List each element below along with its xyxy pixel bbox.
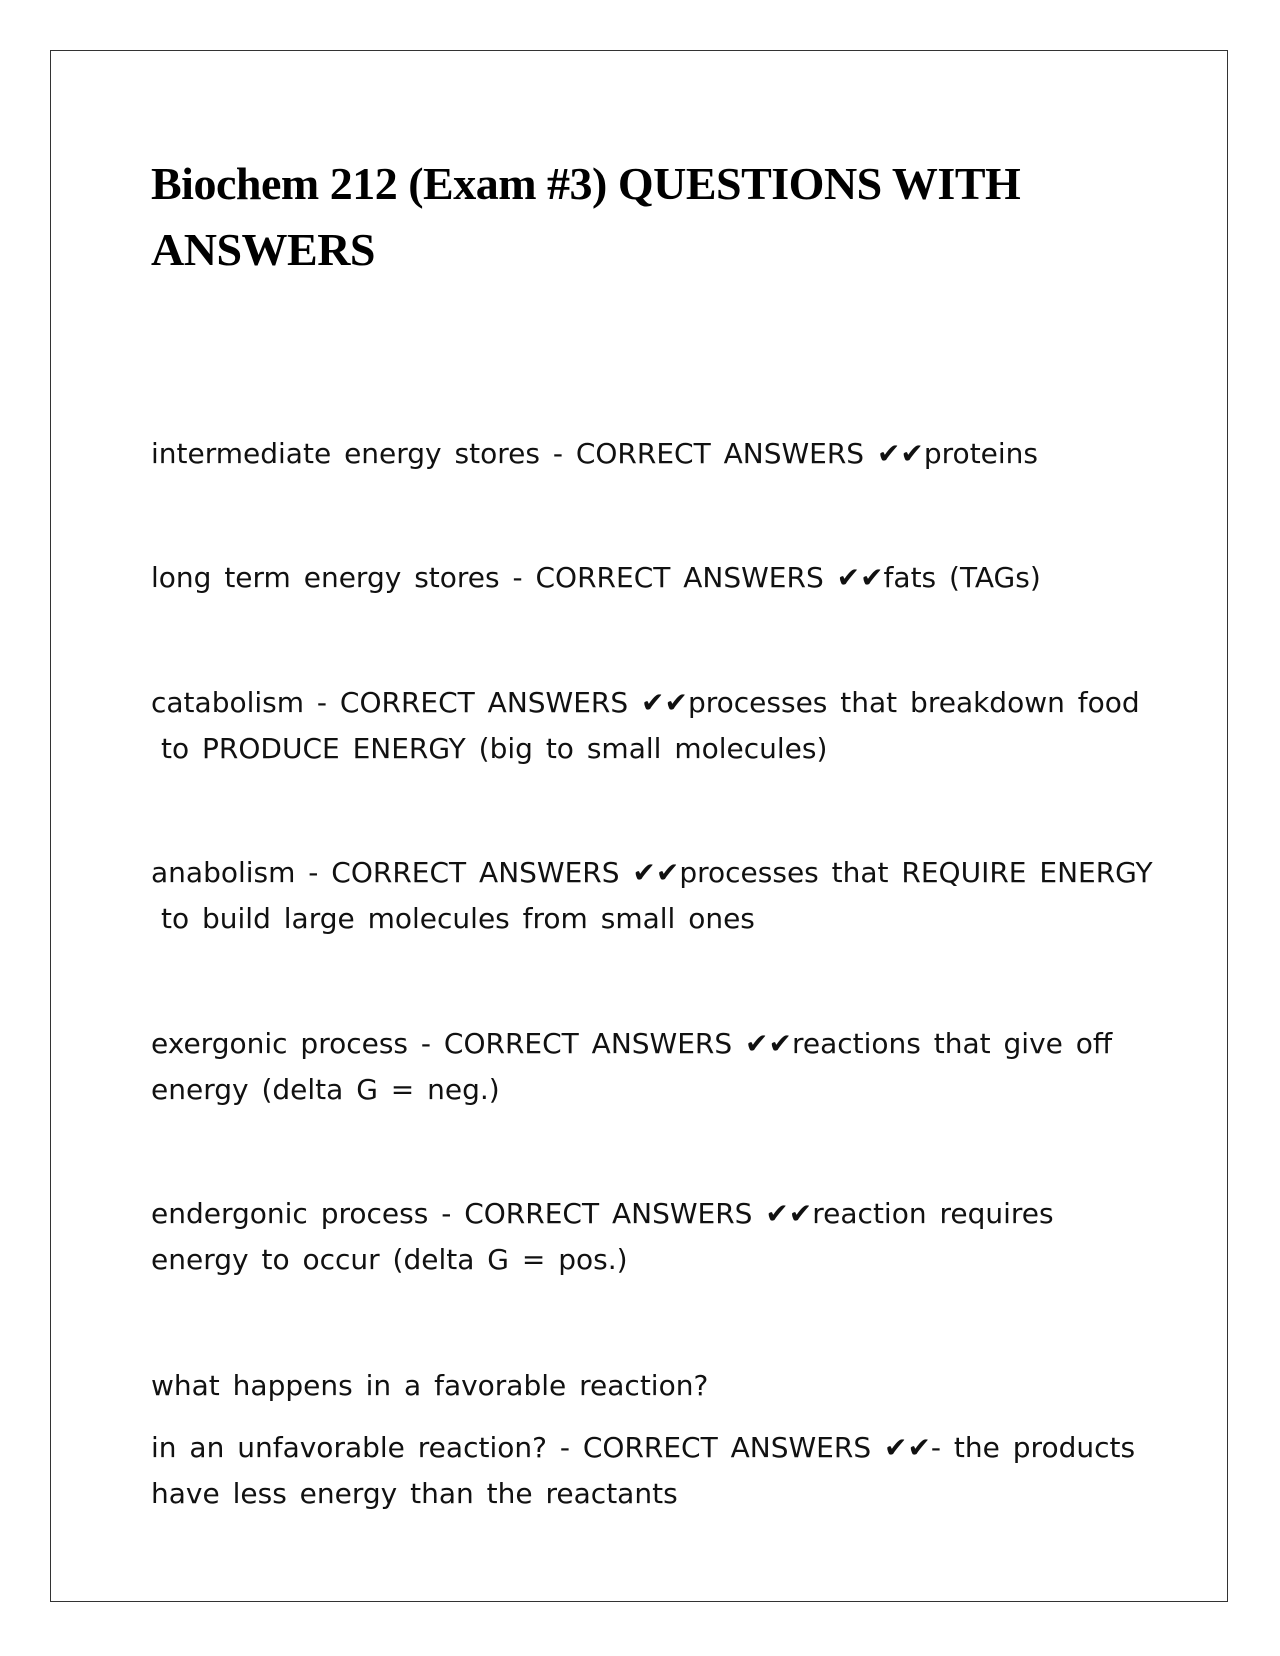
qa-item (151, 680, 1140, 772)
qa-text-continued: have less energy than the reactants (151, 1477, 678, 1510)
qa-text-continued: energy to occur (delta G = pos.) (151, 1243, 628, 1276)
document-page (50, 50, 1228, 1602)
qa-text: what happens in a favorable reaction? (151, 1369, 709, 1402)
qa-text-continued: to PRODUCE ENERGY (big to small molecules) (161, 732, 828, 765)
qa-text: endergonic process - CORRECT ANSWERS ✔✔reaction requires (151, 1197, 1054, 1230)
qa-item (151, 1021, 1112, 1113)
qa-item (151, 850, 1153, 942)
qa-text: exergonic process - CORRECT ANSWERS ✔✔reactions that give off (151, 1027, 1113, 1060)
qa-item (151, 431, 1038, 477)
qa-text: catabolism - CORRECT ANSWERS ✔✔processes that breakdown food (151, 686, 1140, 719)
qa-text: in an unfavorable reaction? - CORRECT ANSWERS ✔✔- the products (151, 1431, 1136, 1464)
qa-item (151, 1363, 708, 1409)
document-title: Biochem 212 (Exam #3) QUESTIONS WITH ANSWERS (151, 158, 1021, 275)
qa-text: intermediate energy stores - CORRECT ANSWERS ✔✔proteins (151, 437, 1039, 470)
qa-item (151, 1191, 1054, 1283)
qa-text: anabolism - CORRECT ANSWERS ✔✔processes that REQUIRE ENERGY (151, 856, 1153, 889)
qa-text-continued: energy (delta G = neg.) (151, 1073, 500, 1106)
qa-item (151, 555, 1041, 601)
qa-text: long term energy stores - CORRECT ANSWERS ✔✔fats (TAGs) (151, 561, 1041, 594)
qa-text-continued: to build large molecules from small ones (161, 902, 755, 935)
qa-item (151, 1425, 1135, 1517)
document-content (151, 151, 1181, 1510)
